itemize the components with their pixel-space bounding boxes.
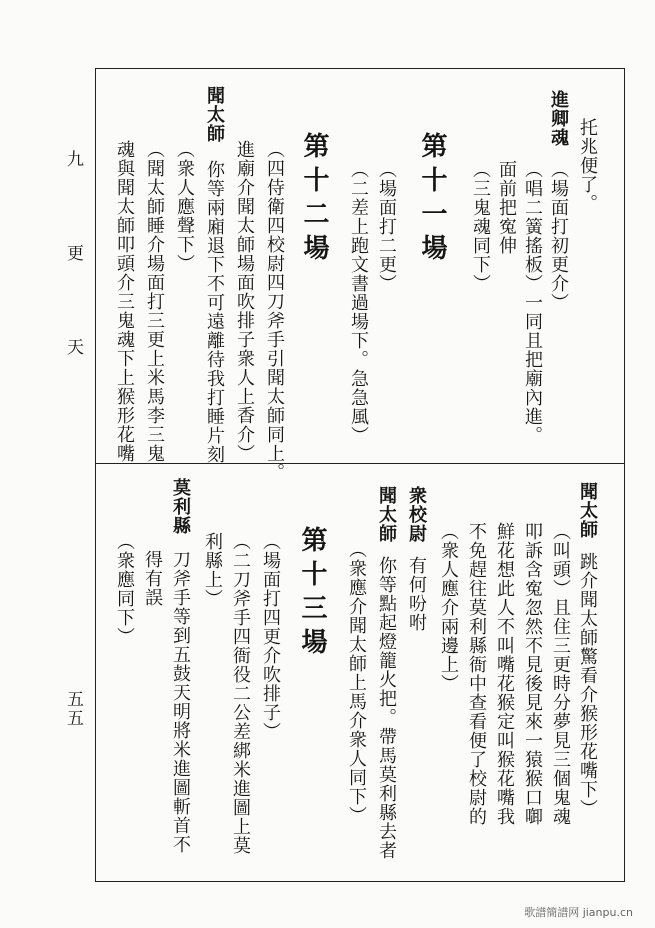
text-column: （二刀斧手四衙役二公差綁米進圖上莫 (230, 532, 251, 855)
text-column: 托兆便了。 (577, 118, 598, 213)
text-column: （聞太師睡介場面打三更上米馬李三鬼 (144, 140, 165, 463)
text-column: 進廟介聞太師場面吹排子衆人上香介） (234, 140, 255, 463)
watermark: 歌譜簡譜网 jianpu.cn (524, 906, 633, 919)
text-column: （衆應同下） (114, 532, 135, 646)
text-column: （衆人應聲下） (174, 140, 195, 273)
text-column: （衆人應介兩邊上） (438, 522, 459, 693)
text-column: （場面打二更） (376, 160, 397, 293)
text-column: 跳介聞太師驚看介猴形花嘴下） (577, 552, 598, 818)
text-column: 不免趕往莫利縣衙中查看便了校尉的 (466, 522, 487, 826)
text-column: （叫頭）且住三更時分夢見三個鬼魂 (550, 522, 571, 826)
role-name: 聞太師 (376, 486, 397, 543)
role-name: 衆校尉 (406, 486, 427, 543)
page-number: 五五 (63, 690, 83, 728)
text-column: （場面打四更介吹排子） (260, 532, 281, 741)
text-column: （唱二簧搖板）一同且把廟內進。 (522, 160, 543, 445)
role-name: 聞太師 (577, 482, 598, 539)
text-column: 你等兩廂退下不可遠離待我打睡片刻 (204, 160, 225, 464)
text-column: 叩訴含寃忽然不見後見來一猿猴口啣 (522, 522, 543, 826)
scene-heading: 第十一場 (417, 132, 447, 268)
text-column: 有何吩咐 (406, 556, 427, 632)
text-column: 利縣上） (202, 532, 223, 608)
book-title: 九 更 天 (63, 150, 83, 385)
text-column: 得有誤 (142, 550, 163, 607)
text-column: 鮮花想此人不叫嘴花猴定叫猴花嘴我 (494, 522, 515, 826)
text-column: 魂與聞太師叩頭介三鬼魂下上猴形花嘴 (114, 140, 135, 463)
text-column: （四侍衛四校尉四刀斧手引聞太師同上。 (264, 140, 285, 482)
role-name: 進卿魂 (548, 90, 569, 147)
scene-heading: 第十三場 (297, 526, 327, 662)
role-name: 莫利縣 (170, 478, 191, 535)
role-name: 聞太師 (204, 86, 225, 143)
text-column: 面前把寃伸 (496, 160, 517, 255)
scene-heading: 第十二場 (299, 132, 329, 268)
section-divider (95, 463, 625, 464)
text-column: （衆應介聞太師上馬介衆人同下） (346, 540, 367, 825)
text-column: 刀斧手等到五鼓天明將米進圖斬首不 (170, 550, 191, 854)
text-column: （三鬼魂同下） (470, 160, 491, 293)
text-column: 你等點起燈籠火把。帶馬莫利縣去者 (376, 556, 397, 860)
text-column: （二差上跑文書過場下。急急風） (348, 160, 369, 445)
text-column: （場面打初更介） (548, 160, 569, 312)
